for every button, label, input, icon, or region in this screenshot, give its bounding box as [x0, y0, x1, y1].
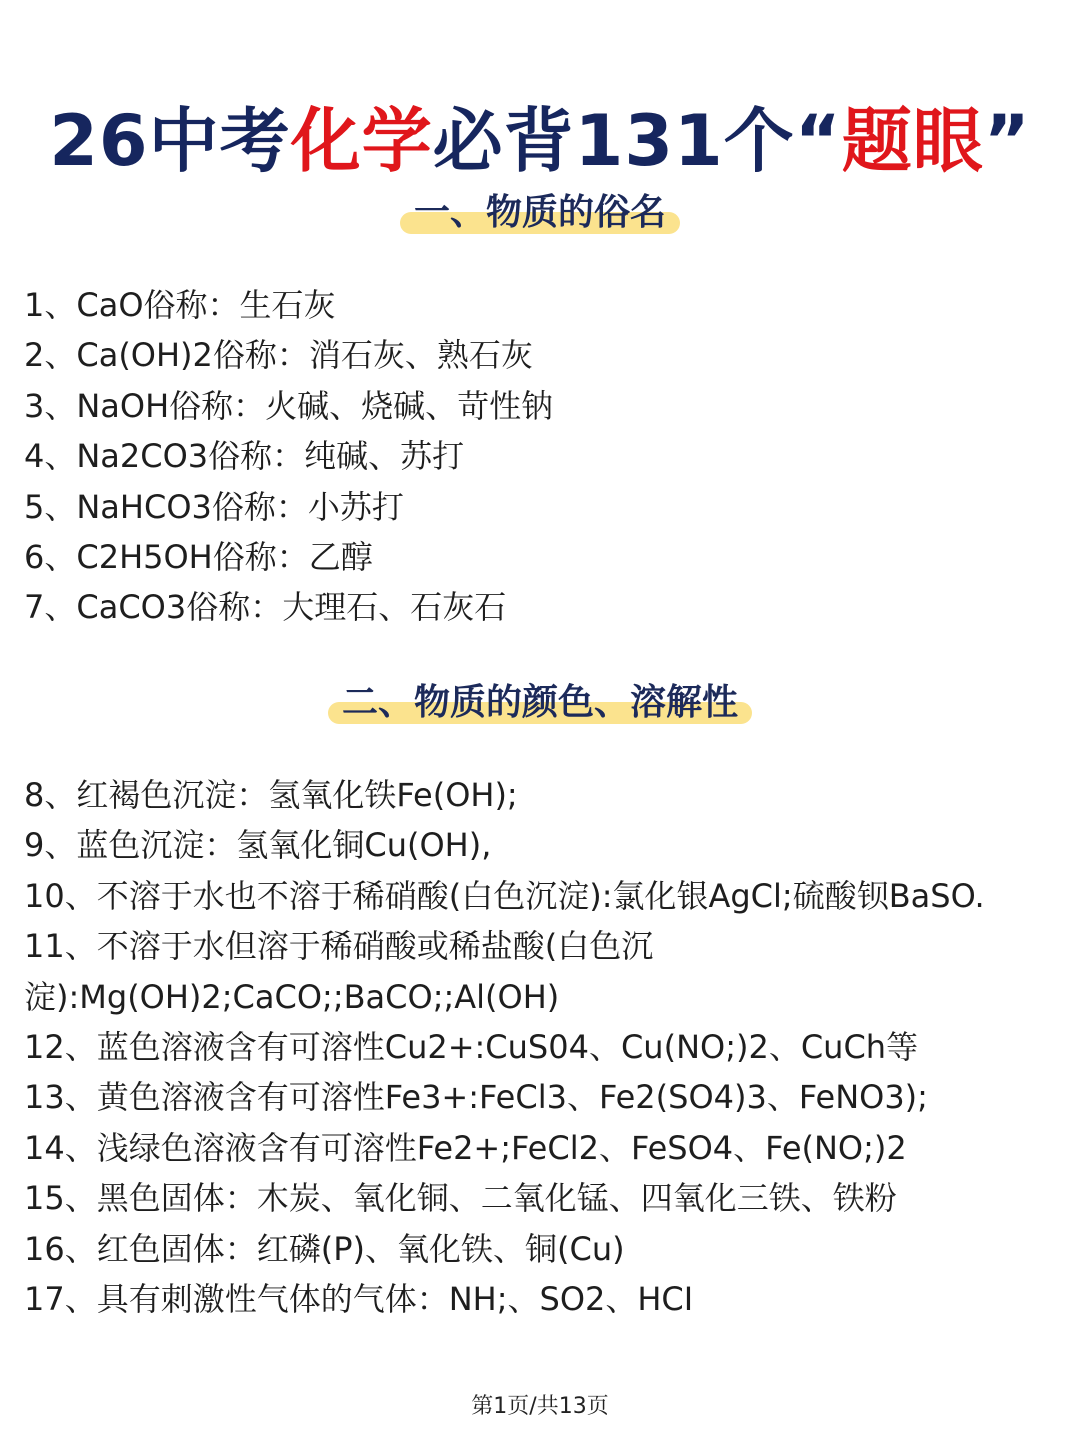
title-part-4: 题眼 [841, 99, 984, 182]
list-item: 11、不溶于水但溶于稀硝酸或稀盐酸(白色沉淀):Mg(OH)2;CaCO;;BaCO;;Al(OH) [24, 927, 654, 1016]
title-part-3: 必背131个“ [432, 99, 842, 182]
title-part-1: 26中考 [49, 99, 291, 182]
list-item: 7、CaCO3俗称：大理石、石灰石 [24, 588, 507, 627]
section-heading-1-text: 一、物质的俗名 [400, 190, 680, 236]
list-item: 2、Ca(OH)2俗称：消石灰、熟石灰 [24, 336, 533, 375]
list-item: 15、黑色固体：木炭、氧化铜、二氧化锰、四氧化三铁、铁粉 [24, 1179, 897, 1218]
list-item: 14、浅绿色溶液含有可溶性Fe2+;FeCl2、FeSO4、Fe(NO;)2 [24, 1128, 907, 1167]
title-part-2: 化学 [290, 99, 433, 182]
section-heading-2 [0, 680, 1080, 726]
page-title [0, 99, 1080, 183]
list-item: 1、CaO俗称：生石灰 [24, 286, 336, 324]
list-item: 9、蓝色沉淀：氢氧化铜Cu(OH), [24, 826, 492, 865]
list-item: 13、黄色溶液含有可溶性Fe3+:FeCl3、Fe2(SO4)3、FeNO3); [24, 1078, 928, 1117]
list-item: 10、不溶于水也不溶于稀硝酸(白色沉淀):氯化银AgCl;硫酸钡BaSO. [24, 876, 985, 915]
list-item: 6、C2H5OH俗称：乙醇 [24, 538, 373, 577]
list-item: 8、红褐色沉淀：氢氧化铁Fe(OH); [24, 776, 518, 814]
section-heading-2-text: 二、物质的颜色、溶解性 [328, 680, 752, 726]
list-item: 16、红色固体：红磷(P)、氧化铁、铜(Cu) [24, 1229, 625, 1268]
title-part-5: ” [983, 99, 1031, 182]
list-item: 5、NaHCO3俗称：小苏打 [24, 487, 404, 526]
page-indicator: 第1页/共13页 [471, 1394, 609, 1419]
list-item: 17、具有刺激性气体的气体：NH;、SO2、HCI [24, 1280, 694, 1319]
list-item: 4、Na2CO3俗称：纯碱、苏打 [24, 437, 465, 476]
section-1-list [24, 280, 1024, 633]
section-2-list [24, 770, 1024, 1324]
list-item: 12、蓝色溶液含有可溶性Cu2+:CuS04、Cu(NO;)2、CuCh等 [24, 1028, 919, 1067]
list-item: 3、NaOH俗称：火碱、烧碱、苛性钠 [24, 386, 554, 425]
section-heading-1 [0, 190, 1080, 236]
